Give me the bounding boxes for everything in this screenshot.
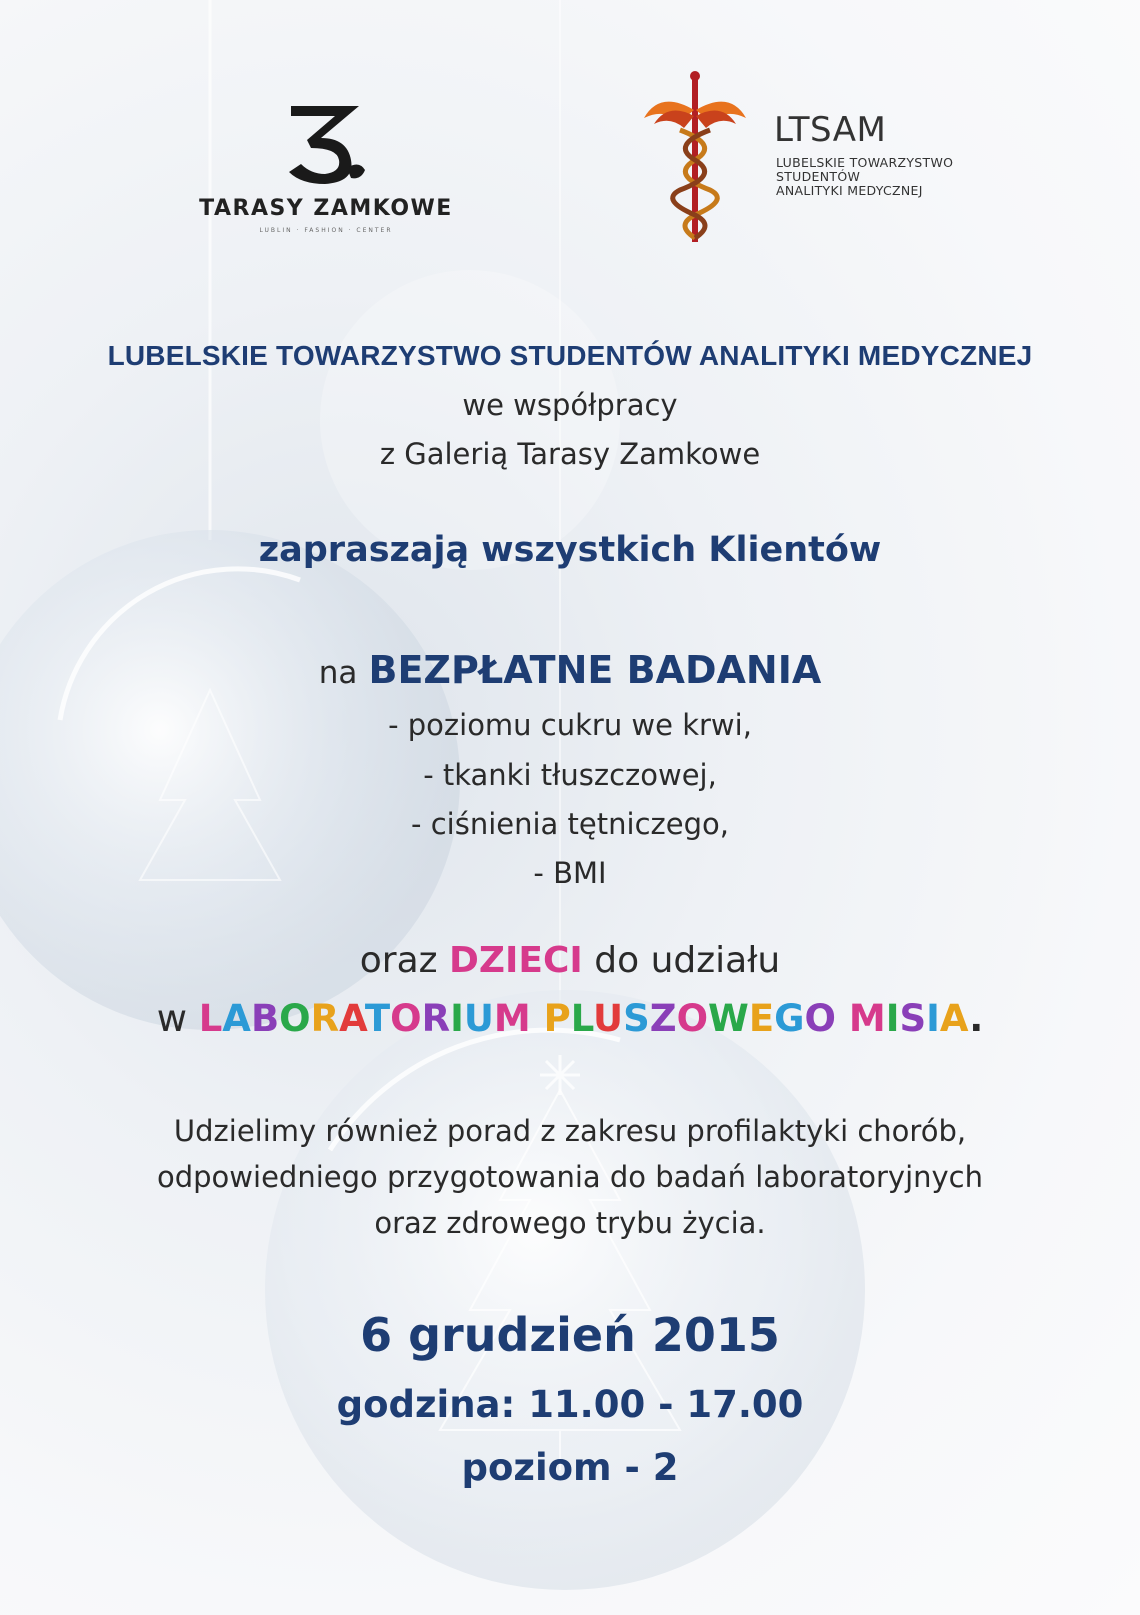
children-invitation [0, 940, 1140, 981]
advice-line: Udzielimy również porad z zakresu profilaktyki chorób, [173, 1114, 967, 1148]
free-tests-title: BEZPŁATNE BADANIA [368, 648, 822, 692]
tarasy-tagline: LUBLIN · FASHION · CENTER [259, 227, 393, 234]
lab-letter: A [222, 997, 251, 1040]
lab-letter: A [339, 997, 365, 1040]
teddy-lab-title [199, 997, 984, 1040]
lab-letter [836, 997, 849, 1040]
teddy-lab-line [0, 997, 1140, 1040]
lab-letter: B [250, 997, 280, 1040]
lab-letter: O [390, 997, 422, 1040]
advice-line: odpowiedniego przygotowania do badań laboratoryjnych [157, 1160, 983, 1194]
lab-letter: M [493, 997, 531, 1040]
test-item: - ciśnienia tętniczego, [411, 807, 729, 841]
children-suffix: do udziału [594, 940, 781, 981]
ltsam-name-line: ANALITYKI MEDYCZNEJ [776, 183, 923, 198]
lab-letter: R [310, 997, 340, 1040]
lab-letter: U [593, 997, 624, 1040]
test-item: - poziomu cukru we krwi, [388, 708, 752, 742]
tarasy-zamkowe-logo [186, 98, 466, 238]
lab-letter: S [899, 997, 927, 1040]
event-date: 6 grudzień 2015 [360, 1308, 780, 1362]
lab-letter: E [748, 997, 775, 1040]
lab-letter: P [543, 997, 571, 1040]
free-tests-heading [0, 648, 1140, 692]
lab-letter: T [364, 997, 391, 1040]
lab-letter [531, 997, 544, 1040]
lab-letter: U [463, 997, 494, 1040]
lab-letter: R [421, 997, 451, 1040]
lab-letter: Z [649, 997, 677, 1040]
cooperation-line-2: z Galerią Tarasy Zamkowe [379, 437, 761, 471]
lab-letter: I [450, 997, 464, 1040]
lab-letter: S [623, 997, 650, 1040]
invitation-heading: zapraszają wszystkich Klientów [258, 530, 882, 570]
event-level: poziom - 2 [461, 1446, 679, 1489]
children-highlight: DZIECI [449, 940, 583, 981]
lab-letter: . [969, 997, 984, 1040]
tarasy-name: TARASY ZAMKOWE [199, 196, 453, 221]
ltsam-name-line: STUDENTÓW [776, 169, 861, 184]
free-tests-prefix: na [318, 655, 358, 691]
lab-letter: O [279, 997, 311, 1040]
lab-letter: W [708, 997, 749, 1040]
event-hours: godzina: 11.00 - 17.00 [336, 1383, 804, 1426]
cooperation-line-1: we współpracy [462, 388, 678, 422]
lab-letter: L [570, 997, 594, 1040]
lab-letter: I [926, 997, 940, 1040]
ltsam-logo [640, 70, 1000, 250]
tz-monogram-icon [281, 98, 371, 188]
advice-line: oraz zdrowego trybu życia. [374, 1206, 766, 1240]
test-item: - tkanki tłuszczowej, [423, 758, 717, 792]
lab-letter: O [804, 997, 836, 1040]
ltsam-full-name [776, 156, 953, 198]
organization-name: LUBELSKIE TOWARZYSTWO STUDENTÓW ANALITYKI MEDYCZNEJ [107, 340, 1033, 371]
ltsam-acronym: LTSAM [774, 110, 887, 150]
lab-letter: M [848, 997, 886, 1040]
lab-letter: I [885, 997, 900, 1040]
lab-prefix: w [156, 997, 187, 1040]
children-prefix: oraz [359, 940, 438, 981]
test-item: - BMI [533, 856, 607, 890]
lab-letter: L [198, 997, 223, 1040]
lab-letter: O [676, 997, 709, 1040]
lab-letter: G [774, 997, 805, 1040]
ltsam-name-line: LUBELSKIE TOWARZYSTWO [776, 155, 954, 170]
lab-letter: A [939, 997, 970, 1040]
caduceus-dna-icon [640, 70, 750, 245]
